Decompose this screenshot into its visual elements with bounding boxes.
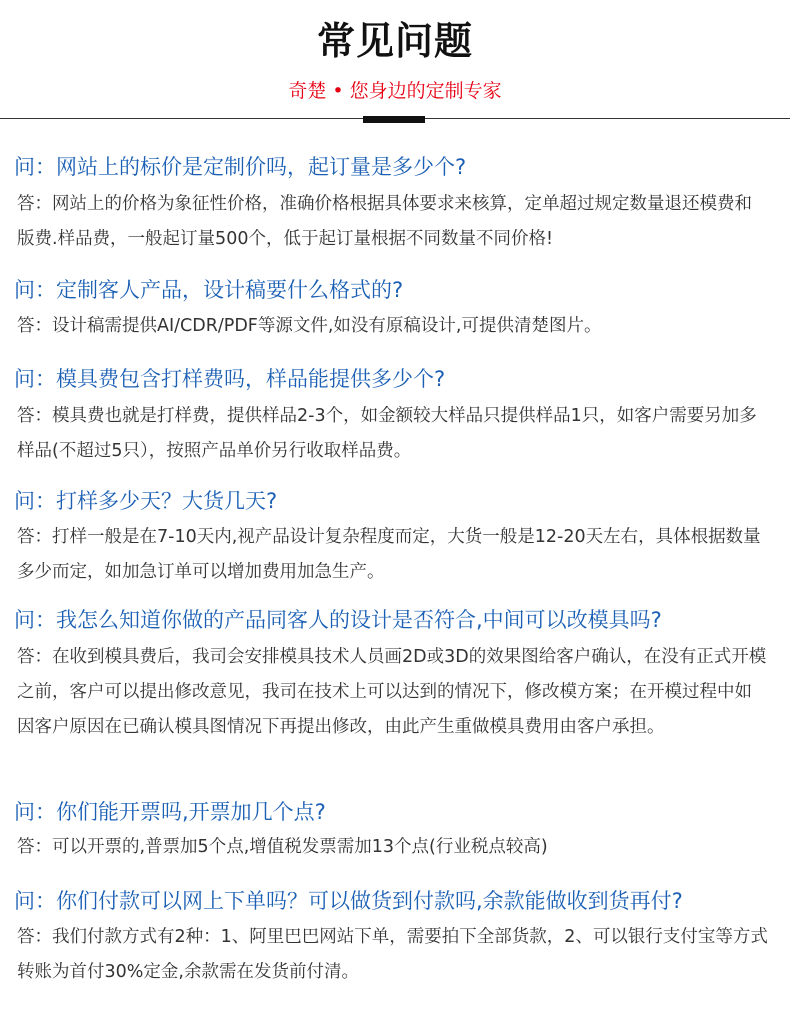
page-header — [0, 0, 790, 125]
faq-question-7: 问：你们付款可以网上下单吗？可以做货到付款吗,余款能做收到货再付? — [14, 889, 683, 913]
faq-answer-4: 答：打样一般是在7-10天内,视产品设计复杂程度而定，大货一般是12-20天左右，具体根据数量多少而定，如加急订单可以增加费用加急生产。 — [17, 527, 761, 582]
faq-answer-2: 答：设计稿需提供AI/CDR/PDF等源文件,如没有原稿设计,可提供清楚图片。 — [17, 316, 602, 336]
faq-question-2: 问：定制客人产品，设计稿要什么格式的? — [14, 278, 404, 302]
faq-question-4: 问：打样多少天？大货几天? — [14, 489, 278, 513]
faq-answer-6: 答：可以开票的,普票加5个点,增值税发票需加13个点(行业税点较高) — [17, 837, 548, 857]
header-divider-accent — [363, 116, 425, 123]
page-title: 常见问题 — [316, 19, 473, 63]
faq-answer-1: 答：网站上的价格为象征性价格，准确价格根据具体要求来核算，定单超过规定数量退还模费和版费.样品费，一般起订量500个，低于起订量根据不同数量不同价格! — [17, 194, 752, 249]
faq-question-3: 问：模具费包含打样费吗，样品能提供多少个? — [14, 367, 446, 391]
faq-answer-7: 答：我们付款方式有2种：1、阿里巴巴网站下单，需要拍下全部货款，2、可以银行支付宝等方式转账为首付30%定金,余款需在发货前付清。 — [17, 927, 768, 982]
faq-answer-5: 答：在收到模具费后，我司会安排模具技术人员画2D或3D的效果图给客户确认，在没有正式开模之前，客户可以提出修改意见，我司在技术上可以达到的情况下，修改模方案；在开模过程中如因客户原因在已确认模具图情况下再提出修改，由此产生重做模具费用由客户承担。 — [17, 647, 767, 737]
page-subtitle: 奇楚 • 您身边的定制专家 — [288, 80, 502, 102]
faq-answer-3: 答：模具费也就是打样费，提供样品2-3个，如金额较大样品只提供样品1只，如客户需要另加多样品(不超过5只），按照产品单价另行收取样品费。 — [17, 406, 757, 461]
faq-question-6: 问：你们能开票吗,开票加几个点? — [14, 800, 326, 824]
faq-question-5: 问：我怎么知道你做的产品同客人的设计是否符合,中间可以改模具吗? — [14, 608, 662, 632]
faq-question-1: 问：网站上的标价是定制价吗，起订量是多少个? — [14, 155, 467, 179]
